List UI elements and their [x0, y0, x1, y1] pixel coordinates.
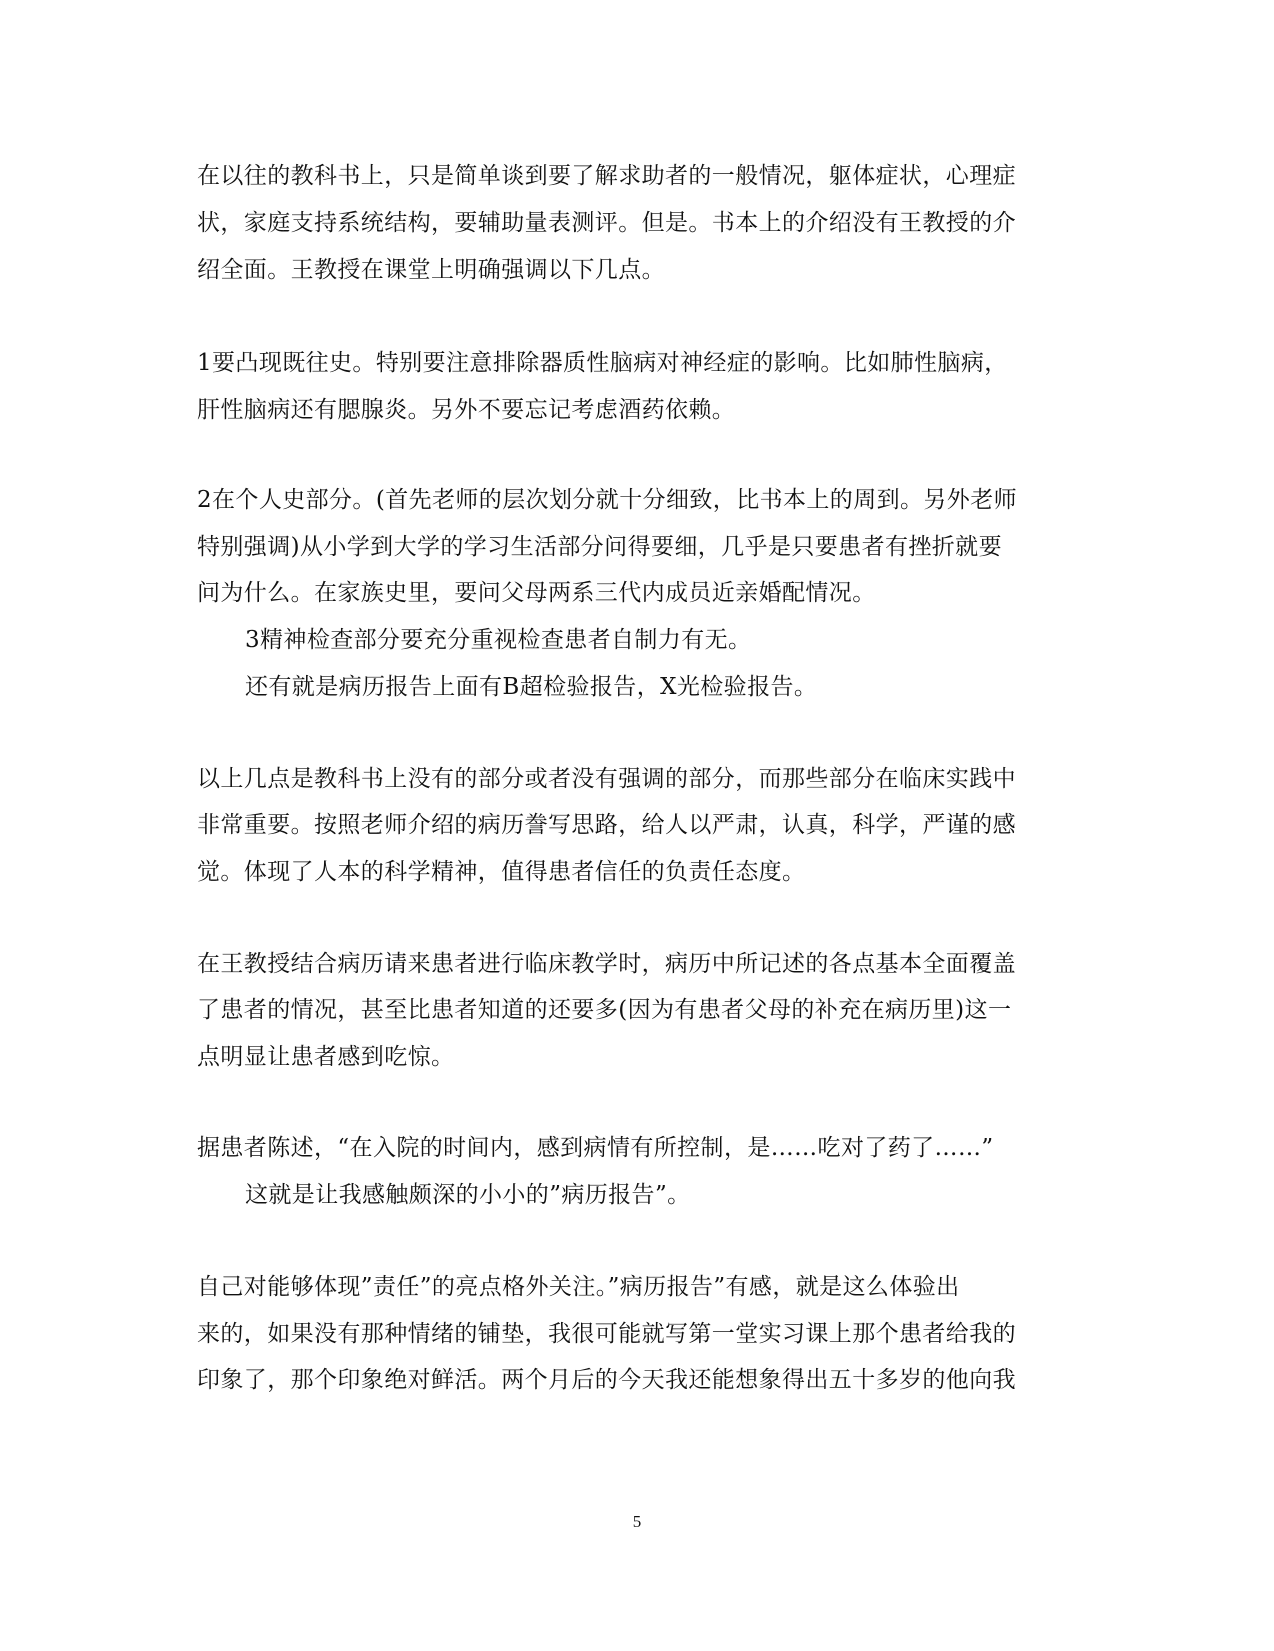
p7-line-2: 了患者的情况，甚至比患者知道的还要多(因为有患者父母的补充在病历里)这一: [197, 997, 1012, 1023]
p7-line-1: 在王教授结合病历请来患者进行临床教学时，病历中所记述的各点基本全面覆盖: [197, 951, 1016, 977]
p3-line-2: 特别强调)从小学到大学的学习生活部分问得要细，几乎是只要患者有挫折就要: [197, 534, 1002, 560]
p9-line: 这就是让我感触颇深的小小的”病历报告”。: [245, 1182, 691, 1208]
p4-line: 3精神检查部分要充分重视检查患者自制力有无。: [245, 627, 752, 653]
p1-line-3: 绍全面。王教授在课堂上明确强调以下几点。: [197, 257, 665, 283]
p3-line-3: 问为什么。在家族史里，要问父母两系三代内成员近亲婚配情况。: [197, 580, 876, 606]
p6-line-1: 以上几点是教科书上没有的部分或者没有强调的部分，而那些部分在临床实践中: [197, 766, 1016, 792]
p2-line-1: 1要凸现既往史。特别要注意排除器质性脑病对神经症的影响。比如肺性脑病，: [197, 350, 1008, 376]
p6-line-3: 觉。体现了人本的科学精神，值得患者信任的负责任态度。: [197, 859, 806, 885]
p5-line: 还有就是病历报告上面有B超检验报告，X光检验报告。: [245, 674, 818, 700]
p1-line-2: 状，家庭支持系统结构，要辅助量表测评。但是。书本上的介绍没有王教授的介: [197, 210, 1016, 236]
p1-line-1: 在以往的教科书上，只是简单谈到要了解求助者的一般情况，躯体症状，心理症: [197, 163, 1016, 189]
page-number: 5: [632, 1512, 642, 1531]
p2-line-2: 肝性脑病还有腮腺炎。另外不要忘记考虑酒药依赖。: [197, 397, 736, 423]
p10-line-2: 来的，如果没有那种情绪的铺垫，我很可能就写第一堂实习课上那个患者给我的: [197, 1321, 1016, 1347]
p3-line-1: 2在个人史部分。(首先老师的层次划分就十分细致，比书本上的周到。另外老师: [197, 487, 1018, 513]
p10-line-3: 印象了，那个印象绝对鲜活。两个月后的今天我还能想象得出五十多岁的他向我: [197, 1367, 1016, 1393]
p6-line-2: 非常重要。按照老师介绍的病历誊写思路，给人以严肃，认真，科学，严谨的感: [197, 812, 1016, 838]
p8-line: 据患者陈述，“在入院的时间内，感到病情有所控制，是……吃对了药了……”: [197, 1135, 994, 1161]
p7-line-3: 点明显让患者感到吃惊。: [197, 1044, 455, 1070]
p10-line-1: 自己对能够体现”责任”的亮点格外关注。”病历报告”有感，就是这么体验出: [197, 1274, 960, 1300]
